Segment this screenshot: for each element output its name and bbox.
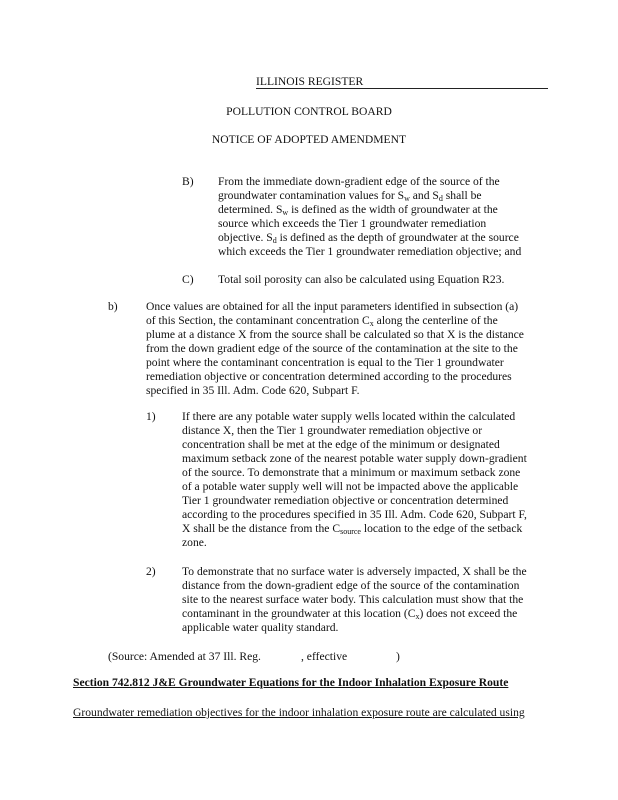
register-title: ILLINOIS REGISTER (256, 75, 364, 88)
item-b-line: plume at a distance X from the source shall be calculated so that X is the distance (146, 328, 524, 341)
item-2-line: contaminant in the groundwater at this location $(C_x)$ does not exceed the (182, 607, 518, 621)
notice-title: NOTICE OF ADOPTED AMENDMENT (211, 133, 407, 146)
item-2-line: To demonstrate that no surface water is adversely impacted, X shall be the (182, 565, 527, 578)
item-1-line: Tier 1 groundwater remediation objective or concentration determined (182, 494, 509, 507)
item-b-line: of this Section, the contaminant concentration $C_x$ along the centerline of the (146, 314, 498, 328)
item-1-line: distance X, then the Tier 1 groundwater remediation objective or (182, 424, 483, 437)
item-1-line: concentration shall be met at the edge of the minimum or designated (182, 438, 500, 451)
board-title: POLLUTION CONTROL BOARD (226, 105, 392, 118)
item-2-line: site to the nearest surface water body. This calculation must show that the (182, 593, 524, 606)
item-C-line: Total soil porosity can also be calculated using Equation R23. (218, 273, 505, 286)
item-1-line: If there are any potable water supply wells located within the calculated (182, 410, 516, 423)
item-b-line: specified in 35 Ill. Adm. Code 620, Subpart F. (146, 384, 360, 397)
item-1-line: according to the procedures specified in 35 Ill. Adm. Code 620, Subpart F, (182, 508, 527, 521)
item-1-line: maximum setback zone of the nearest potable water supply down-gradient (182, 452, 527, 465)
item-B-marker: B) (182, 175, 194, 188)
item-1-marker: 1) (146, 410, 156, 423)
item-b-line: point where the contaminant concentration is equal to the Tier 1 groundwater (146, 356, 504, 369)
item-2-marker: 2) (146, 565, 156, 578)
item-B-line: determined. $S_w$ is defined as the width of groundwater at the (218, 203, 498, 217)
section-body: Groundwater remediation objectives for the indoor inhalation exposure route are calculated using (73, 706, 525, 719)
item-1-line: zone. (182, 536, 207, 549)
item-b-marker: b) (108, 300, 118, 313)
item-B-line: From the immediate down-gradient edge of the source of the (218, 175, 500, 188)
item-B-line: source which exceeds the Tier 1 groundwater remediation (218, 217, 487, 230)
source-note-close: ) (396, 650, 400, 663)
item-2-line: distance from the down-gradient edge of the source of the contamination (182, 579, 520, 592)
item-1-line: X shall be the distance from the $C_{source}$ location to the edge of the setback (182, 522, 523, 536)
item-b-line: remediation objective or concentration determined according to the procedures (146, 370, 512, 383)
register-underline (256, 88, 548, 89)
item-2-line: applicable water quality standard. (182, 621, 339, 634)
item-B-line: which exceeds the Tier 1 groundwater remediation objective; and (218, 245, 522, 258)
source-note-text: (Source: Amended at 37 Ill. Reg. (108, 650, 261, 663)
section-heading: Section 742.812 J&E Groundwater Equations for the Indoor Inhalation Exposure Route (73, 676, 509, 689)
item-b-line: from the down gradient edge of the source of the contamination at the site to the (146, 342, 518, 355)
item-1-line: of a potable water supply well will not be impacted above the applicable (182, 480, 519, 493)
item-B-line: objective. $S_d$ is defined as the depth of groundwater at the source (218, 231, 519, 245)
source-note-effective: , effective (301, 650, 348, 663)
item-C-marker: C) (182, 273, 194, 286)
item-B-line: groundwater contamination values for $S_w$ and $S_d$ shall be (218, 189, 482, 203)
item-1-line: of the source. To demonstrate that a minimum or maximum setback zone (182, 466, 521, 479)
item-b-line: Once values are obtained for all the input parameters identified in subsection (a) (146, 300, 519, 313)
